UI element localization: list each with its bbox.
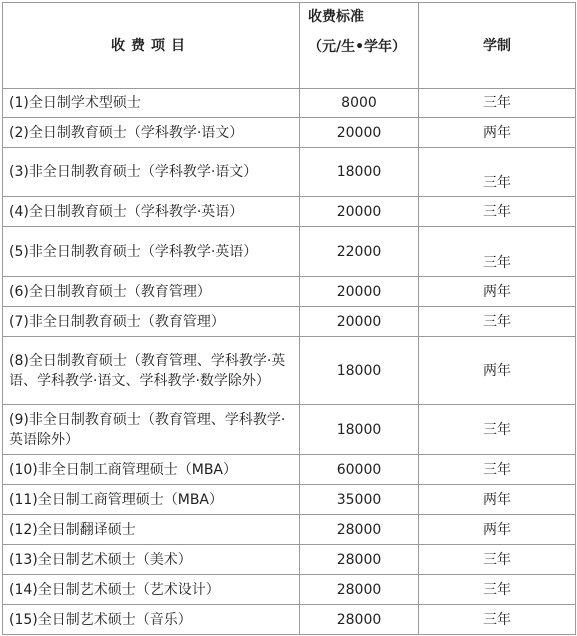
table-row — [3, 455, 576, 485]
row-length: 两年 — [419, 337, 576, 405]
row-item: (4)全日制教育硕士（学科教学·英语） — [3, 197, 300, 227]
row-fee: 20000 — [300, 277, 419, 307]
row-fee: 60000 — [300, 455, 419, 485]
table-row — [3, 197, 576, 227]
row-fee: 8000 — [300, 89, 419, 118]
row-fee: 20000 — [300, 197, 419, 227]
row-item: (6)全日制教育硕士（教育管理） — [3, 277, 300, 307]
row-item: (10)非全日制工商管理硕士（MBA） — [3, 455, 300, 485]
row-item: (9)非全日制教育硕士（教育管理、学科教学·英语除外） — [3, 405, 300, 455]
row-item: (14)全日制艺术硕士（艺术设计） — [3, 575, 300, 605]
row-length: 两年 — [419, 485, 576, 515]
row-length: 三年 — [419, 89, 576, 118]
row-item: (5)非全日制教育硕士（学科教学·英语） — [3, 227, 300, 277]
table-row — [3, 277, 576, 307]
row-length: 三年 — [419, 455, 576, 485]
row-fee: 28000 — [300, 545, 419, 575]
table-row — [3, 89, 576, 118]
row-length: 三年 — [419, 575, 576, 605]
table-row — [3, 118, 576, 148]
row-item: (1)全日制学术型硕士 — [3, 89, 300, 118]
row-fee: 20000 — [300, 118, 419, 148]
table-row — [3, 605, 576, 635]
header-fee-unit: （元/生•学年） — [308, 39, 407, 55]
row-fee: 18000 — [300, 337, 419, 405]
row-length: 两年 — [419, 515, 576, 545]
row-length: 三年 — [419, 148, 576, 197]
row-fee: 28000 — [300, 605, 419, 635]
row-item: (8)全日制教育硕士（教育管理、学科教学·英语、学科教学·语文、学科教学·数学除外） — [3, 337, 300, 405]
row-length: 三年 — [419, 197, 576, 227]
row-fee: 28000 — [300, 575, 419, 605]
table-row — [3, 545, 576, 575]
table-row — [3, 575, 576, 605]
row-item: (12)全日制翻译硕士 — [3, 515, 300, 545]
header-length: 学制 — [419, 3, 576, 89]
table-row — [3, 485, 576, 515]
row-length: 三年 — [419, 227, 576, 277]
row-length: 三年 — [419, 545, 576, 575]
row-item: (2)全日制教育硕士（学科教学·语文） — [3, 118, 300, 148]
row-fee: 35000 — [300, 485, 419, 515]
row-length: 三年 — [419, 405, 576, 455]
table-row — [3, 307, 576, 337]
table-row — [3, 515, 576, 545]
row-fee: 22000 — [300, 227, 419, 277]
header-item: 收费项目 — [3, 3, 300, 89]
row-length: 两年 — [419, 118, 576, 148]
row-item: (7)非全日制教育硕士（教育管理） — [3, 307, 300, 337]
row-fee: 28000 — [300, 515, 419, 545]
row-fee: 20000 — [300, 307, 419, 337]
table-row — [3, 227, 576, 277]
table-row — [3, 405, 576, 455]
row-fee: 18000 — [300, 148, 419, 197]
header-fee — [300, 3, 419, 89]
table-row — [3, 148, 576, 197]
header-fee-title: 收费标准 — [308, 9, 364, 25]
table-row — [3, 337, 576, 405]
table-header-row — [3, 3, 576, 89]
row-item: (15)全日制艺术硕士（音乐） — [3, 605, 300, 635]
row-length: 两年 — [419, 277, 576, 307]
row-item: (3)非全日制教育硕士（学科教学·语文） — [3, 148, 300, 197]
row-item: (11)全日制工商管理硕士（MBA） — [3, 485, 300, 515]
row-item: (13)全日制艺术硕士（美术） — [3, 545, 300, 575]
row-fee: 18000 — [300, 405, 419, 455]
fee-table — [2, 2, 576, 635]
row-length: 三年 — [419, 307, 576, 337]
row-length: 三年 — [419, 605, 576, 635]
